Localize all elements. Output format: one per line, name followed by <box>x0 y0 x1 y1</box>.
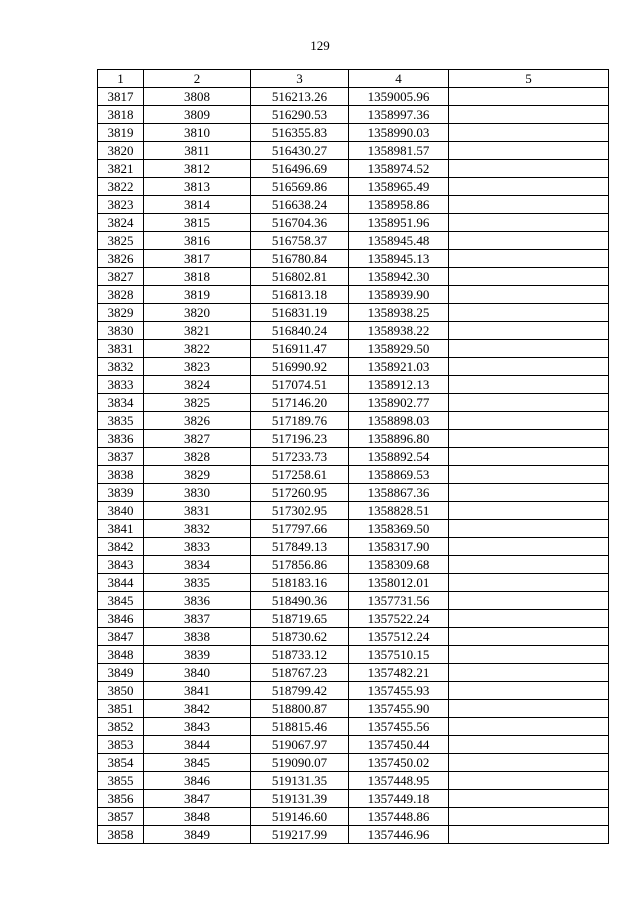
table-cell: 3821 <box>144 322 251 340</box>
table-row <box>98 610 609 628</box>
table-cell <box>449 520 609 538</box>
table-cell: 3837 <box>98 448 144 466</box>
table-row <box>98 826 609 844</box>
table-cell <box>449 358 609 376</box>
table-row <box>98 448 609 466</box>
table-row <box>98 88 609 106</box>
table-cell: 517302.95 <box>251 502 349 520</box>
table-cell: 518183.16 <box>251 574 349 592</box>
table-cell: 3826 <box>98 250 144 268</box>
table-cell: 3817 <box>98 88 144 106</box>
table-cell: 1358369.50 <box>349 520 449 538</box>
table-cell: 3825 <box>144 394 251 412</box>
table-row <box>98 304 609 322</box>
table-cell: 517146.20 <box>251 394 349 412</box>
table-cell: 518767.23 <box>251 664 349 682</box>
table-cell: 3822 <box>98 178 144 196</box>
table-row <box>98 340 609 358</box>
table-cell <box>449 124 609 142</box>
table-cell: 1358942.30 <box>349 268 449 286</box>
table-cell: 516780.84 <box>251 250 349 268</box>
table-cell: 1358990.03 <box>349 124 449 142</box>
table-cell <box>449 88 609 106</box>
table-cell: 1357446.96 <box>349 826 449 844</box>
table-cell: 3832 <box>144 520 251 538</box>
column-header: 2 <box>144 70 251 88</box>
table-cell: 516831.19 <box>251 304 349 322</box>
column-header: 4 <box>349 70 449 88</box>
table-cell <box>449 610 609 628</box>
table-cell: 3847 <box>98 628 144 646</box>
table-cell: 3858 <box>98 826 144 844</box>
table-cell: 3827 <box>98 268 144 286</box>
table-cell: 516430.27 <box>251 142 349 160</box>
table-cell: 1357448.95 <box>349 772 449 790</box>
table-header-row <box>98 70 609 88</box>
table-row <box>98 466 609 484</box>
table-row <box>98 574 609 592</box>
table-cell: 3824 <box>144 376 251 394</box>
table-cell: 516290.53 <box>251 106 349 124</box>
table-row <box>98 196 609 214</box>
table-cell: 3819 <box>144 286 251 304</box>
table-cell: 519217.99 <box>251 826 349 844</box>
table-cell: 1358945.13 <box>349 250 449 268</box>
table-cell <box>449 700 609 718</box>
table-cell: 3830 <box>144 484 251 502</box>
table-cell <box>449 106 609 124</box>
table-row <box>98 754 609 772</box>
table-row <box>98 178 609 196</box>
table-cell: 3850 <box>98 682 144 700</box>
table-cell: 3848 <box>98 646 144 664</box>
table-cell: 3841 <box>98 520 144 538</box>
table-row <box>98 124 609 142</box>
table-row <box>98 358 609 376</box>
table-cell: 3833 <box>144 538 251 556</box>
table-cell: 3856 <box>98 790 144 808</box>
table-cell: 1358898.03 <box>349 412 449 430</box>
table-cell: 3857 <box>98 808 144 826</box>
table-cell: 1358867.36 <box>349 484 449 502</box>
table-cell: 1358939.90 <box>349 286 449 304</box>
table-cell <box>449 646 609 664</box>
table-row <box>98 142 609 160</box>
table-cell: 3841 <box>144 682 251 700</box>
table-cell: 519131.35 <box>251 772 349 790</box>
table-cell: 3816 <box>144 232 251 250</box>
table-row <box>98 268 609 286</box>
table-cell: 1358828.51 <box>349 502 449 520</box>
table-cell: 3822 <box>144 340 251 358</box>
table-cell: 516802.81 <box>251 268 349 286</box>
table-cell: 1357455.93 <box>349 682 449 700</box>
table-cell: 3809 <box>144 106 251 124</box>
table-cell: 1358997.36 <box>349 106 449 124</box>
table-cell: 1358938.22 <box>349 322 449 340</box>
table-cell <box>449 664 609 682</box>
table-cell: 3810 <box>144 124 251 142</box>
table-cell: 3829 <box>98 304 144 322</box>
table-cell: 517074.51 <box>251 376 349 394</box>
table-cell <box>449 232 609 250</box>
table-cell: 3833 <box>98 376 144 394</box>
table-cell: 518799.42 <box>251 682 349 700</box>
table-cell: 3840 <box>98 502 144 520</box>
table-cell: 3821 <box>98 160 144 178</box>
table-cell: 3828 <box>98 286 144 304</box>
table-cell: 1357455.90 <box>349 700 449 718</box>
table-row <box>98 556 609 574</box>
table-cell <box>449 628 609 646</box>
table-cell: 1357455.56 <box>349 718 449 736</box>
table-cell: 3813 <box>144 178 251 196</box>
table-cell: 516704.36 <box>251 214 349 232</box>
table-row <box>98 538 609 556</box>
table-cell: 1358929.50 <box>349 340 449 358</box>
table-cell: 517258.61 <box>251 466 349 484</box>
table-row <box>98 790 609 808</box>
table-cell: 518815.46 <box>251 718 349 736</box>
table-cell: 1358869.53 <box>349 466 449 484</box>
table-cell: 3820 <box>144 304 251 322</box>
table-cell: 3818 <box>98 106 144 124</box>
table-cell: 516813.18 <box>251 286 349 304</box>
table-cell <box>449 178 609 196</box>
table-cell <box>449 772 609 790</box>
table-row <box>98 160 609 178</box>
page-number: 129 <box>310 38 330 53</box>
table-cell: 1358958.86 <box>349 196 449 214</box>
table-cell: 3834 <box>98 394 144 412</box>
table-cell <box>449 376 609 394</box>
table-row <box>98 628 609 646</box>
table-cell <box>449 394 609 412</box>
table-cell: 518490.36 <box>251 592 349 610</box>
table-cell: 3854 <box>98 754 144 772</box>
table-cell: 3836 <box>144 592 251 610</box>
table-cell <box>449 718 609 736</box>
table-cell: 516911.47 <box>251 340 349 358</box>
table-row <box>98 214 609 232</box>
table-cell: 3815 <box>144 214 251 232</box>
table-row <box>98 412 609 430</box>
table-cell: 1357449.18 <box>349 790 449 808</box>
table-cell <box>449 538 609 556</box>
table-row <box>98 682 609 700</box>
table-cell: 3830 <box>98 322 144 340</box>
table-cell: 516213.26 <box>251 88 349 106</box>
table-cell: 3842 <box>98 538 144 556</box>
table-cell: 3848 <box>144 808 251 826</box>
table-cell: 3834 <box>144 556 251 574</box>
table-cell: 3808 <box>144 88 251 106</box>
table-cell: 517233.73 <box>251 448 349 466</box>
table-cell <box>449 790 609 808</box>
table-cell: 519067.97 <box>251 736 349 754</box>
table-row <box>98 808 609 826</box>
column-header: 1 <box>98 70 144 88</box>
table-cell <box>449 160 609 178</box>
table-cell: 3851 <box>98 700 144 718</box>
table-row <box>98 520 609 538</box>
table-cell: 3847 <box>144 790 251 808</box>
table-cell: 516638.24 <box>251 196 349 214</box>
table-cell <box>449 214 609 232</box>
table-cell: 1358921.03 <box>349 358 449 376</box>
table-cell: 1357450.02 <box>349 754 449 772</box>
table-cell: 1358938.25 <box>349 304 449 322</box>
table-cell: 519131.39 <box>251 790 349 808</box>
table-cell <box>449 268 609 286</box>
table-cell <box>449 304 609 322</box>
table-row <box>98 376 609 394</box>
table-cell <box>449 808 609 826</box>
table-cell <box>449 286 609 304</box>
table-cell: 518800.87 <box>251 700 349 718</box>
table-cell: 1357731.56 <box>349 592 449 610</box>
table-cell <box>449 574 609 592</box>
table-cell: 1357450.44 <box>349 736 449 754</box>
table-cell: 3820 <box>98 142 144 160</box>
table-cell: 516990.92 <box>251 358 349 376</box>
table-cell: 1358945.48 <box>349 232 449 250</box>
table-cell: 3843 <box>144 718 251 736</box>
table-body <box>98 88 609 844</box>
table-cell: 1358981.57 <box>349 142 449 160</box>
table-cell: 1358892.54 <box>349 448 449 466</box>
table-row <box>98 664 609 682</box>
table-cell: 3835 <box>144 574 251 592</box>
table-cell: 3840 <box>144 664 251 682</box>
table-row <box>98 394 609 412</box>
table-cell: 517196.23 <box>251 430 349 448</box>
table-cell: 3849 <box>98 664 144 682</box>
table-row <box>98 700 609 718</box>
table-cell: 1358012.01 <box>349 574 449 592</box>
table-cell <box>449 484 609 502</box>
table-cell: 518730.62 <box>251 628 349 646</box>
table-cell: 3818 <box>144 268 251 286</box>
table-cell: 3814 <box>144 196 251 214</box>
table-cell: 516496.69 <box>251 160 349 178</box>
table-cell: 3826 <box>144 412 251 430</box>
table-cell: 3811 <box>144 142 251 160</box>
table-cell: 3836 <box>98 430 144 448</box>
table-cell <box>449 322 609 340</box>
table-cell: 1358965.49 <box>349 178 449 196</box>
table-cell: 3823 <box>144 358 251 376</box>
table-row <box>98 718 609 736</box>
table-cell <box>449 736 609 754</box>
table-cell: 3823 <box>98 196 144 214</box>
table-cell <box>449 196 609 214</box>
table-cell <box>449 340 609 358</box>
table-cell: 3825 <box>98 232 144 250</box>
table-cell: 3843 <box>98 556 144 574</box>
table-cell: 517189.76 <box>251 412 349 430</box>
table-row <box>98 250 609 268</box>
table-cell: 3842 <box>144 700 251 718</box>
table-cell: 3855 <box>98 772 144 790</box>
table-cell: 517849.13 <box>251 538 349 556</box>
table-cell: 3817 <box>144 250 251 268</box>
table-cell: 1358912.13 <box>349 376 449 394</box>
table-cell <box>449 502 609 520</box>
table-cell: 1357512.24 <box>349 628 449 646</box>
table-cell: 517856.86 <box>251 556 349 574</box>
table-cell: 3835 <box>98 412 144 430</box>
table-cell: 3839 <box>144 646 251 664</box>
table-cell: 518733.12 <box>251 646 349 664</box>
table-cell: 1358902.77 <box>349 394 449 412</box>
table-cell: 3831 <box>98 340 144 358</box>
table-row <box>98 430 609 448</box>
table-cell: 516840.24 <box>251 322 349 340</box>
table-cell: 3827 <box>144 430 251 448</box>
table-cell: 1357448.86 <box>349 808 449 826</box>
table-cell <box>449 466 609 484</box>
table-cell: 3845 <box>144 754 251 772</box>
table-cell <box>449 826 609 844</box>
table-cell: 518719.65 <box>251 610 349 628</box>
table-cell <box>449 754 609 772</box>
table-cell: 3849 <box>144 826 251 844</box>
table-cell: 1358951.96 <box>349 214 449 232</box>
table-cell: 3819 <box>98 124 144 142</box>
table-cell: 1358974.52 <box>349 160 449 178</box>
table-cell: 1357482.21 <box>349 664 449 682</box>
table-cell: 3846 <box>98 610 144 628</box>
table-row <box>98 484 609 502</box>
table-cell: 3845 <box>98 592 144 610</box>
table-row <box>98 322 609 340</box>
table-cell: 519146.60 <box>251 808 349 826</box>
table-cell <box>449 448 609 466</box>
table-cell: 519090.07 <box>251 754 349 772</box>
table-cell: 517797.66 <box>251 520 349 538</box>
table-row <box>98 646 609 664</box>
table-cell: 3846 <box>144 772 251 790</box>
table-cell: 3831 <box>144 502 251 520</box>
table-cell: 1358317.90 <box>349 538 449 556</box>
table-cell: 1358309.68 <box>349 556 449 574</box>
table-cell: 1358896.80 <box>349 430 449 448</box>
table-cell: 516355.83 <box>251 124 349 142</box>
table-cell: 3838 <box>98 466 144 484</box>
table-cell: 3853 <box>98 736 144 754</box>
table-row <box>98 736 609 754</box>
table-cell: 1357522.24 <box>349 610 449 628</box>
column-header: 3 <box>251 70 349 88</box>
table-cell <box>449 682 609 700</box>
table-cell: 3828 <box>144 448 251 466</box>
table-cell: 3844 <box>144 736 251 754</box>
table-cell: 517260.95 <box>251 484 349 502</box>
table-cell: 3812 <box>144 160 251 178</box>
table-row <box>98 286 609 304</box>
table-cell: 3837 <box>144 610 251 628</box>
table-cell: 516569.86 <box>251 178 349 196</box>
table-cell: 3832 <box>98 358 144 376</box>
table-cell: 3839 <box>98 484 144 502</box>
table-cell: 516758.37 <box>251 232 349 250</box>
table-cell: 3824 <box>98 214 144 232</box>
table-cell: 3844 <box>98 574 144 592</box>
table-cell <box>449 250 609 268</box>
table-row <box>98 772 609 790</box>
table-cell: 3852 <box>98 718 144 736</box>
table-cell: 1357510.15 <box>349 646 449 664</box>
table-cell <box>449 430 609 448</box>
table-cell: 1359005.96 <box>349 88 449 106</box>
table-cell <box>449 412 609 430</box>
table-cell: 3829 <box>144 466 251 484</box>
table-cell <box>449 142 609 160</box>
table-cell: 3838 <box>144 628 251 646</box>
table-row <box>98 502 609 520</box>
column-header: 5 <box>449 70 609 88</box>
table-row <box>98 592 609 610</box>
table-row <box>98 232 609 250</box>
table-cell <box>449 556 609 574</box>
table-row <box>98 106 609 124</box>
coordinates-table <box>97 69 609 844</box>
table-cell <box>449 592 609 610</box>
